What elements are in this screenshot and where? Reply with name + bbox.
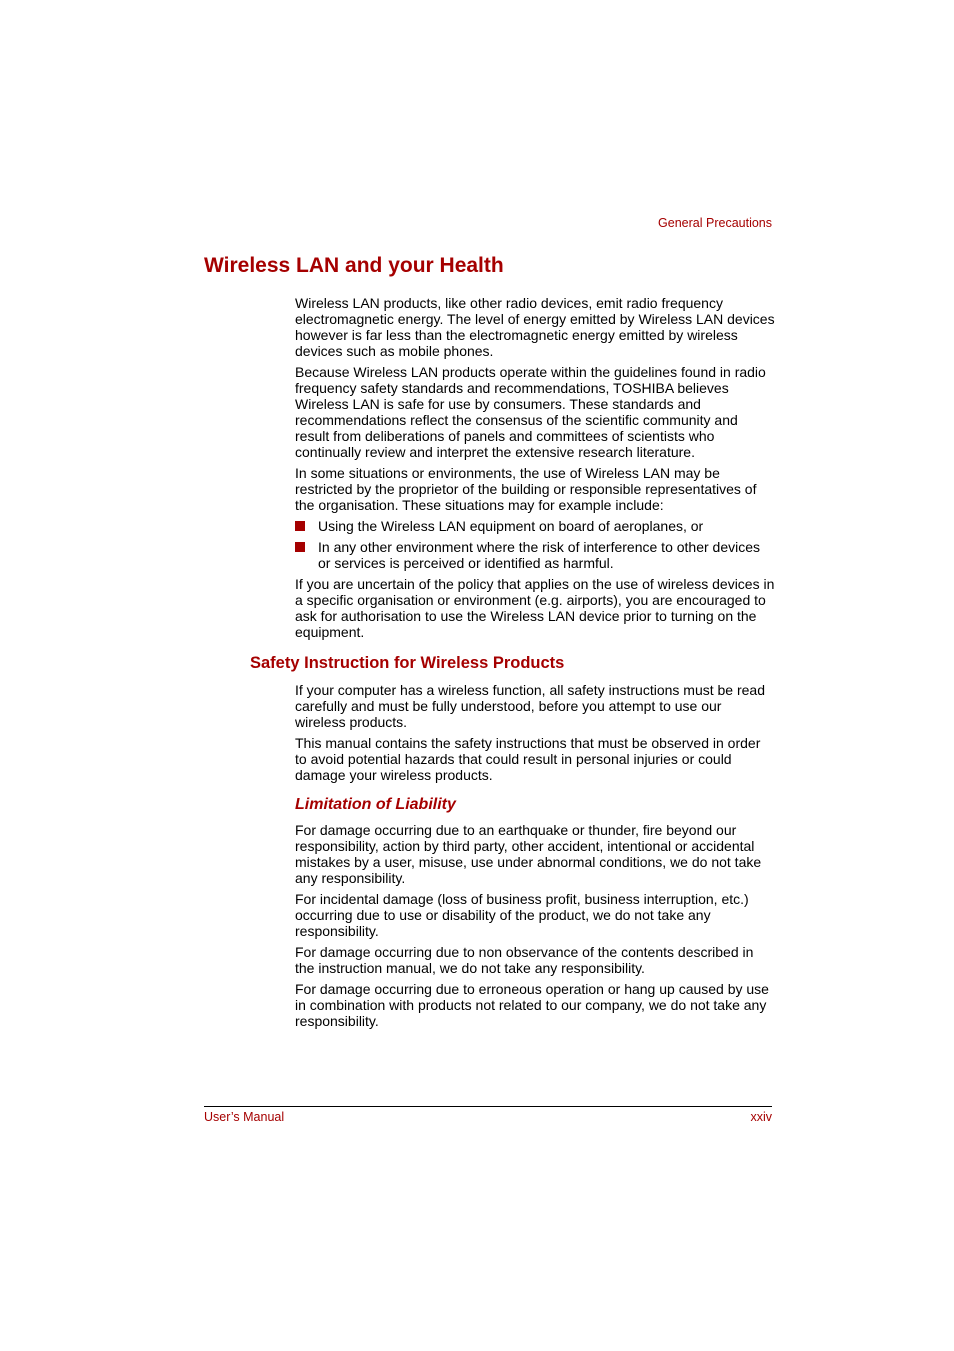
paragraph: Wireless LAN products, like other radio devices, emit radio frequency electromagnetic energy. The level of energy emitted by Wireless LAN devices however is far less than the electromagnetic energy emitted by wireless devices such as mobile phones.: [295, 295, 775, 359]
page-number: xxiv: [750, 1110, 772, 1124]
paragraph: For damage occurring due to erroneous operation or hang up caused by use in combination with products not related to our company, we do not take any responsibility.: [295, 981, 769, 1029]
list-item: [295, 539, 775, 571]
section-title-safety: Safety Instruction for Wireless Products: [250, 654, 565, 672]
paragraph: This manual contains the safety instructions that must be observed in order to avoid potential hazards that could result in personal injuries or could damage your wireless products.: [295, 735, 761, 783]
running-header: General Precautions: [658, 216, 772, 230]
paragraph: In some situations or environments, the use of Wireless LAN may be restricted by the proprietor of the building or responsible representatives of the organisation. These situations may for example include:: [295, 465, 757, 513]
paragraph: For incidental damage (loss of business profit, business interruption, etc.) occurring due to use or disability of the product, we do not take any responsibility.: [295, 891, 749, 939]
square-bullet-icon: [295, 542, 305, 552]
paragraph: Because Wireless LAN products operate within the guidelines found in radio frequency safety standards and recommendations, TOSHIBA believes Wireless LAN is safe for use by consumers. These standards and recommendations reflect the consensus of the scientific community and result from deliberations of panels and committees of scientists who continually review and interpret the extensive research literature.: [295, 364, 766, 460]
list-item: [295, 518, 775, 534]
wireless-health-body: [295, 295, 775, 645]
restriction-list: [295, 518, 775, 571]
list-item-text: Using the Wireless LAN equipment on board of aeroplanes, or: [318, 518, 704, 534]
footer-manual-title: User’s Manual: [204, 1110, 285, 1124]
square-bullet-icon: [295, 521, 305, 531]
paragraph: If your computer has a wireless function, all safety instructions must be read carefully and must be fully understood, before you attempt to use our wireless products.: [295, 682, 765, 730]
paragraph: For damage occurring due to non observance of the contents described in the instruction manual, we do not take any responsibility.: [295, 944, 754, 976]
paragraph: For damage occurring due to an earthquake or thunder, fire beyond our responsibility, action by third party, other accident, intentional or accidental mistakes by a user, misuse, use under abnormal conditions, we do not take any responsibility.: [295, 822, 762, 886]
safety-body: [295, 682, 775, 788]
footer-divider: [204, 1106, 772, 1107]
paragraph: If you are uncertain of the policy that applies on the use of wireless devices in a specific organisation or environment (e.g. airports), you are encouraged to ask for authorisation to use the Wireless LAN device prior to turning on the equipment.: [295, 576, 775, 640]
liability-body: [295, 822, 775, 1034]
section-title-liability: Limitation of Liability: [295, 796, 456, 813]
section-title-wireless-health: Wireless LAN and your Health: [204, 254, 504, 277]
list-item-text: In any other environment where the risk of interference to other devices or services is perceived or identified as harmful.: [318, 539, 761, 571]
